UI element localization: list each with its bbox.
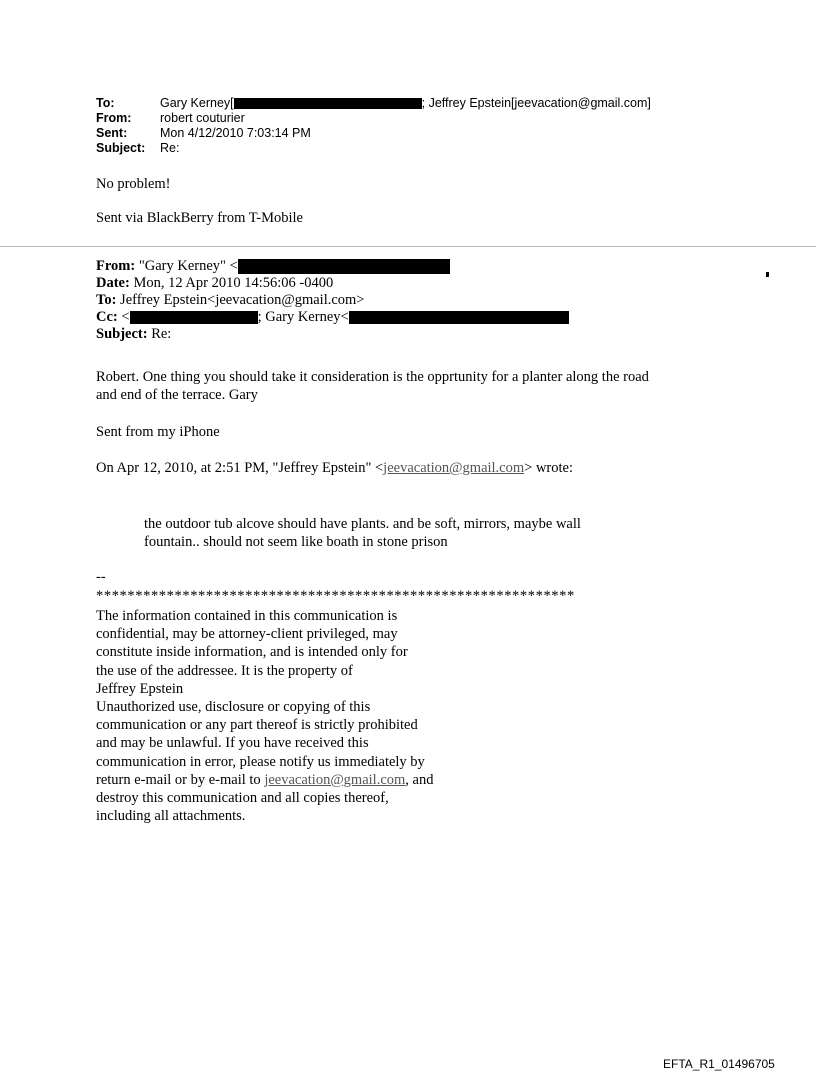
- star-divider: *************************************************************: [96, 588, 575, 604]
- redaction-bar: [238, 259, 450, 274]
- reply-signature: Sent via BlackBerry from T-Mobile: [96, 210, 303, 226]
- quote-attribution: On Apr 12, 2010, at 2:51 PM, "Jeffrey Epstein" <jeevacation@gmail.com> wrote:: [96, 460, 574, 476]
- quoted-from-row: [96, 258, 569, 275]
- disclaimer-line: Jeffrey Epstein: [96, 680, 184, 697]
- to-label: To:: [96, 96, 115, 110]
- disclaimer-line: including all attachments.: [96, 808, 246, 825]
- quoted-from-value: "Gary Kerney" <: [138, 258, 238, 274]
- disclaimer-line: communication in error, please notify us immediately by: [96, 753, 425, 770]
- reply-text: No problem!: [96, 176, 171, 192]
- disclaimer-line: return e-mail or by e-mail to jeevacation@gmail.com, and: [96, 771, 434, 788]
- email-link[interactable]: jeevacation@gmail.com: [383, 460, 525, 476]
- subject-label: Subject:: [96, 141, 146, 155]
- quoted-date-label: Date:: [96, 275, 130, 291]
- stray-mark: [766, 272, 769, 277]
- sent-row: [96, 126, 651, 141]
- subject-value: Re:: [160, 141, 180, 155]
- sent-value: Mon 4/12/2010 7:03:14 PM: [160, 126, 311, 140]
- to-value: Gary Kerney[ ; Jeffrey Epstein[jeevacation@gmail.com]: [160, 96, 651, 110]
- from-row: [96, 111, 651, 126]
- confidentiality-disclaimer: [96, 607, 496, 825]
- gary-message: [96, 368, 736, 404]
- quoted-subject-value: Re:: [151, 326, 172, 342]
- sent-label: Sent:: [96, 126, 128, 140]
- quoted-from-label: From:: [96, 258, 136, 274]
- quoted-subject-row: [96, 326, 569, 343]
- message-line: Robert. One thing you should take it consideration is the opprtunity for a planter along the road: [96, 369, 649, 385]
- from-label: From:: [96, 111, 132, 125]
- message-line: the outdoor tub alcove should have plants. and be soft, mirrors, maybe wall: [144, 516, 581, 532]
- from-value: robert couturier: [160, 111, 245, 125]
- redaction-bar: [234, 98, 422, 109]
- disclaimer-line: the use of the addressee. It is the property of: [96, 662, 353, 679]
- quoted-to-value: Jeffrey Epstein<jeevacation@gmail.com>: [120, 292, 365, 308]
- disclaimer-line: confidential, may be attorney-client privileged, may: [96, 626, 398, 643]
- signature-separator: --: [96, 569, 106, 585]
- email-link[interactable]: jeevacation@gmail.com: [264, 771, 406, 788]
- disclaimer-line: constitute inside information, and is intended only for: [96, 644, 408, 661]
- message-line: fountain.. should not seem like boath in stone prison: [144, 534, 448, 550]
- redaction-bar: [349, 311, 569, 324]
- quoted-date-value: Mon, 12 Apr 2010 14:56:06 -0400: [133, 275, 334, 291]
- quoted-cc-label: Cc:: [96, 309, 118, 325]
- disclaimer-line: destroy this communication and all copies thereof,: [96, 790, 389, 807]
- iphone-signature: Sent from my iPhone: [96, 424, 220, 440]
- disclaimer-line: and may be unlawful. If you have received this: [96, 735, 369, 752]
- quoted-to-label: To:: [96, 292, 117, 308]
- document-id: EFTA_R1_01496705: [663, 1057, 775, 1071]
- divider-line: [0, 246, 816, 247]
- disclaimer-line: communication or any part thereof is strictly prohibited: [96, 717, 418, 734]
- email-header: [96, 96, 651, 156]
- message-line: and end of the terrace. Gary: [96, 387, 258, 403]
- to-row: [96, 96, 651, 111]
- disclaimer-line: The information contained in this communication is: [96, 608, 398, 624]
- subject-row: [96, 141, 651, 156]
- redaction-bar: [130, 311, 258, 324]
- quoted-cc-row: Cc: < ; Gary Kerney<: [96, 309, 569, 326]
- reply-body: [96, 176, 303, 244]
- disclaimer-line: Unauthorized use, disclosure or copying of this: [96, 699, 371, 716]
- quoted-subject-label: Subject:: [96, 326, 148, 342]
- quoted-date-row: [96, 275, 569, 292]
- jeffrey-message: [144, 515, 664, 551]
- quoted-to-row: [96, 292, 569, 309]
- quoted-header: [96, 258, 569, 343]
